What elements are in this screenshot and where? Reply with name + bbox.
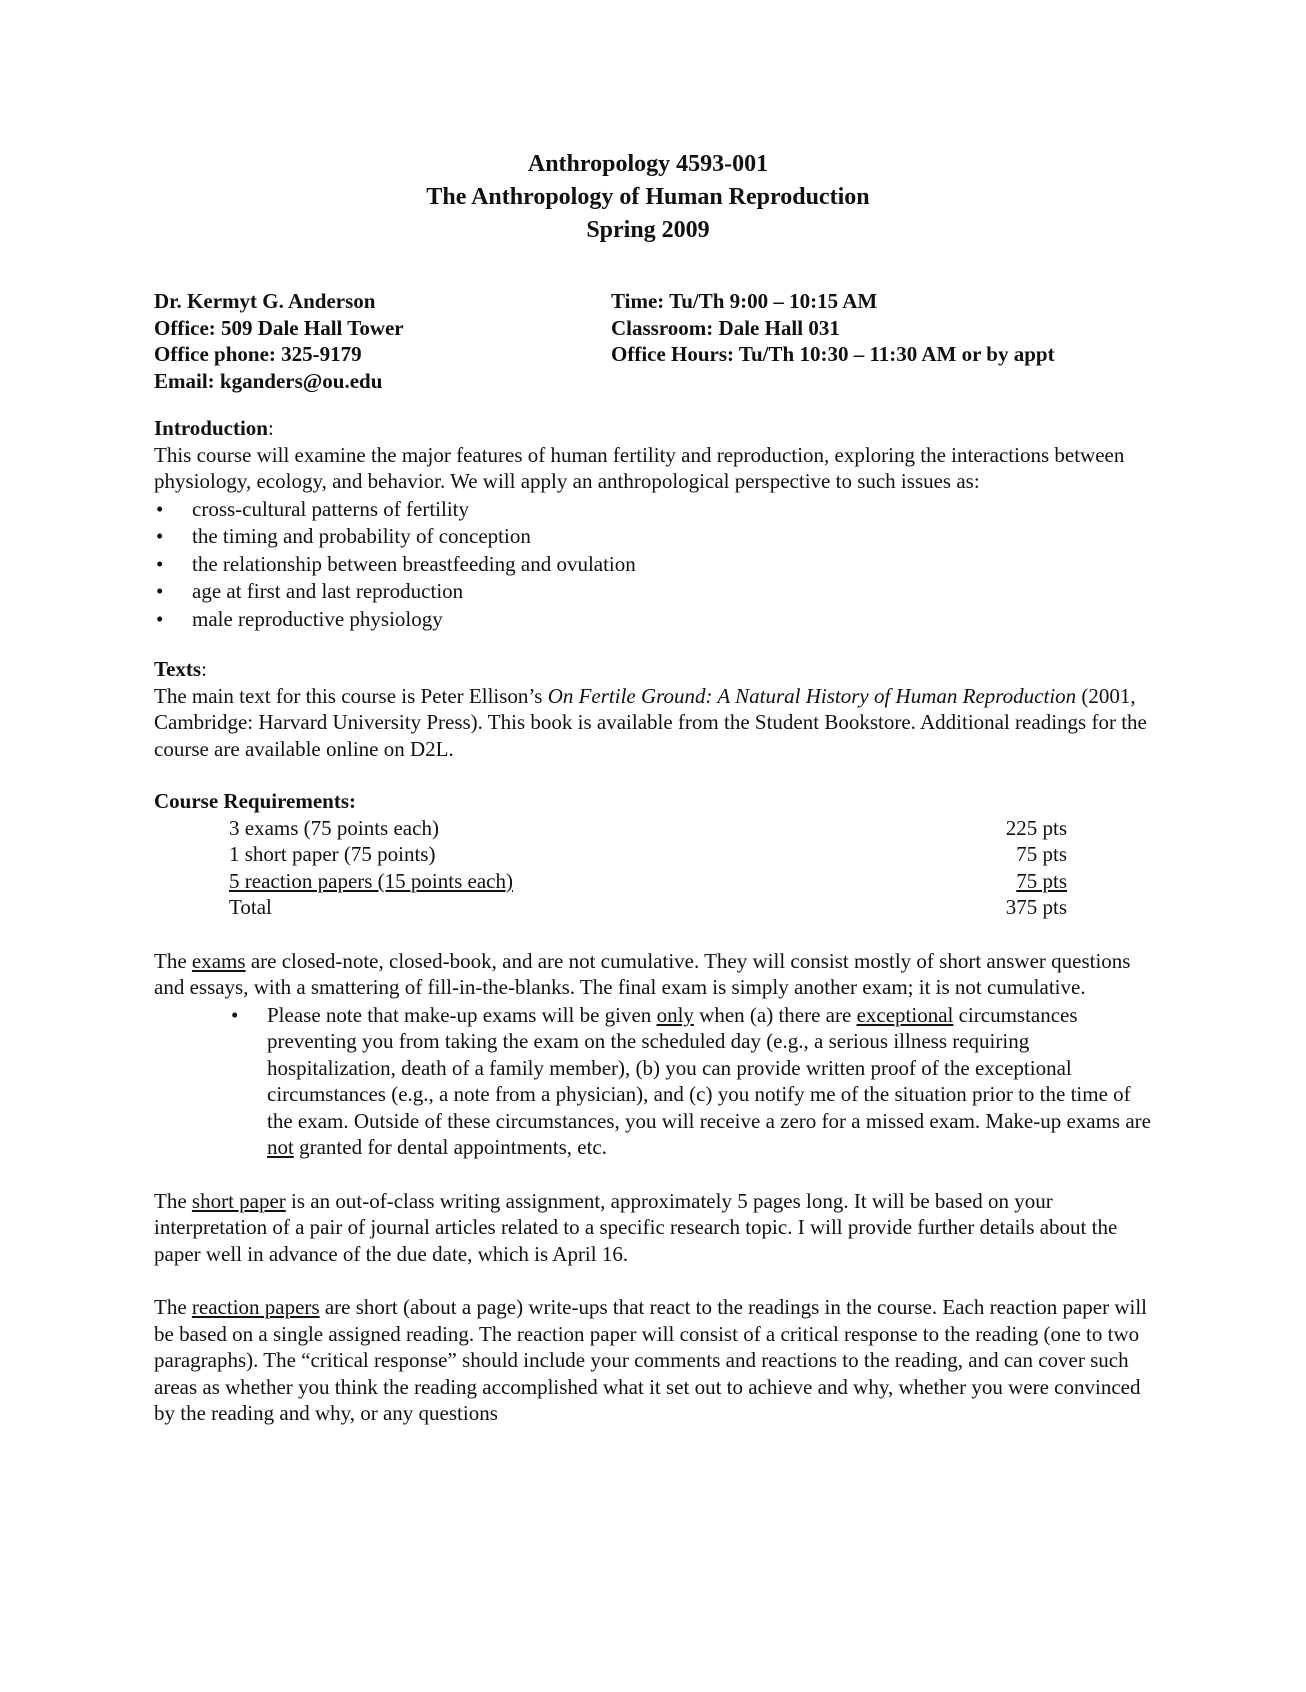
instructor-info	[154, 288, 611, 394]
texts-paragraph: The main text for this course is Peter Ellison’s On Fertile Ground: A Natural History of Human Reproduction (2001, Cambridge: Harvard University Press). This book is available from the Student Bookstore. Additional readings for the course are available online on D2L.	[154, 683, 1147, 761]
book-title: On Fertile Ground: A Natural History of Human Reproduction	[547, 683, 1077, 708]
introduction-topic-list	[154, 496, 1154, 634]
instructor-email: Email: kganders@ou.edu	[154, 368, 383, 393]
office-location: Office: 509 Dale Hall Tower	[154, 315, 404, 340]
list-item: • the relationship between breastfeeding and ovulation	[154, 551, 1154, 579]
requirement-points: 75 pts	[1016, 868, 1067, 893]
syllabus-page	[154, 148, 1154, 1427]
office-phone: Office phone: 325-9179	[154, 342, 362, 366]
list-item: • the timing and probability of conception	[154, 523, 1154, 551]
requirement-item: 5 reaction papers (15 points each)	[229, 868, 513, 893]
requirement-item: 1 short paper (75 points)	[229, 842, 436, 866]
list-item: • male reproductive physiology	[154, 606, 1154, 634]
table-row	[229, 841, 1067, 868]
list-item: • cross-cultural patterns of fertility	[154, 496, 1154, 524]
requirements-heading: Course Requirements:	[154, 789, 357, 813]
short-paper-paragraph: The short paper is an out-of-class writing assignment, approximately 5 pages long. It will be based on your interpretation of a pair of journal articles related to a specific research topic. I will provide further details about the paper well in advance of the due date, which is April 16.	[154, 1188, 1118, 1266]
exams-paragraph: The exams are closed-note, closed-book, and are not cumulative. They will consist mostly of short answer questions and essays, with a smattering of fill-in-the-blanks. The final exam is simply another exam; it is not cumulative.	[154, 948, 1131, 999]
table-row	[229, 815, 1067, 842]
list-item: • age at first and last reproduction	[154, 578, 1154, 606]
total-label: Total	[229, 895, 272, 919]
table-row	[229, 868, 1067, 895]
contact-block	[154, 288, 1154, 394]
requirement-points: 225 pts	[1005, 815, 1067, 840]
texts-heading: Texts:	[154, 657, 207, 681]
requirement-points: 75 pts	[1016, 842, 1067, 866]
course-term: Spring 2009	[586, 217, 710, 243]
introduction-heading: Introduction:	[154, 416, 274, 440]
office-hours: Office Hours: Tu/Th 10:30 – 11:30 AM or by appt	[611, 342, 1055, 366]
course-number: Anthropology 4593-001	[527, 151, 769, 177]
requirements-table	[229, 815, 1067, 921]
classroom: Classroom: Dale Hall 031	[611, 315, 840, 340]
makeup-exam-note: • Please note that make-up exams will be given only when (a) there are exceptional circumstances preventing you from taking the exam on the scheduled day (e.g., a serious illness requiring hospitalization, death of a family member), (b) you can provide written proof of the exceptional circumstances (e.g., a note from a physician), and (c) you notify me of the situation prior to the time of the exam. Outside of these circumstances, you will receive a zero for a missed exam. Make-up exams are not granted for dental appointments, etc.	[229, 1002, 1154, 1161]
total-points: 375 pts	[1005, 895, 1067, 919]
course-title: The Anthropology of Human Reproduction	[426, 184, 870, 210]
reaction-papers-paragraph: The reaction papers are short (about a page) write-ups that react to the readings in the course. Each reaction paper will be based on a single assigned reading. The reaction paper will consist of a critical response to the reading (one to two paragraphs). The “critical response” should include your comments and reactions to the reading, and can cover such areas as whether you think the reading accomplished what it set out to achieve and why, whether you were convinced by the reading and why, or any questions	[154, 1295, 1148, 1425]
instructor-name: Dr. Kermyt G. Anderson	[154, 289, 376, 313]
requirement-item: 3 exams (75 points each)	[229, 815, 439, 840]
class-time: Time: Tu/Th 9:00 – 10:15 AM	[611, 289, 878, 313]
title-block	[148, 148, 1148, 247]
table-row-total	[229, 894, 1067, 921]
introduction-text: This course will examine the major features of human fertility and reproduction, exploring the interactions between physiology, ecology, and behavior. We will apply an anthropological perspective to such issues as:	[154, 442, 1125, 493]
schedule-info	[611, 288, 1154, 394]
